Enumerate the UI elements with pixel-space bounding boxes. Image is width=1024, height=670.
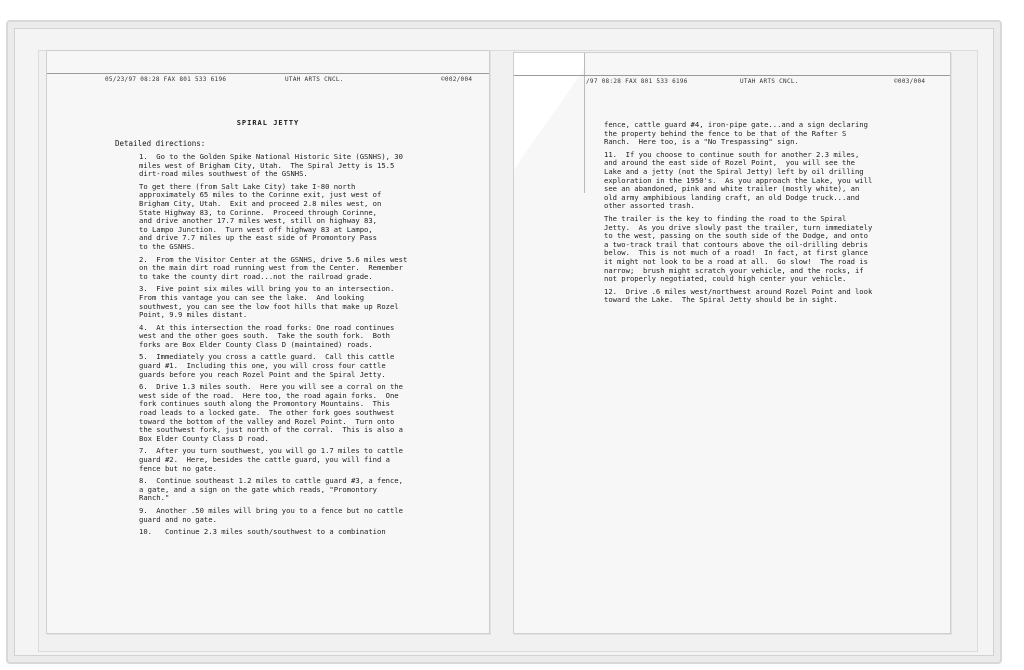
paragraph: 2. From the Visitor Center at the GSNHS, drive 5.6 miles west on the main dirt road running west from the Center. Remember to take the county dirt road...not the railroad grade. [139, 254, 408, 281]
fax-datetime: 05/23/97 08:28 FAX 801 533 6196 [105, 76, 227, 83]
fax-page-number: ©002/004 [441, 76, 473, 83]
paragraph: 6. Drive 1.3 miles south. Here you will see a corral on the west side of the road. Here too, the road again forks. One fork continues south along the Promontory Mountains. This road leads to a locked gate. The other fork goes southwest toward the bottom of the valley and Rozel Point. Turn onto the southwest fork, just north of the corral. This is also a Box Elder County Class D road. [139, 382, 403, 443]
fax-page-right [513, 52, 951, 634]
fax-sender: UTAH ARTS CNCL. [740, 78, 799, 85]
paragraph: 11. If you choose to continue south for another 2.3 miles, and around the east side of Rozel Point, you will see the Lake and a jetty (not the Spiral Jetty) left by oil drilling exploration in the 1950's. As you approach the Lake, you will see an abandoned, pink and white trailer (mostly white), an old army amphibious landing craft, an old Dodge truck...and other assorted trash. [604, 149, 873, 211]
document-title: SPIRAL JETTY [236, 119, 300, 127]
fax-header [47, 73, 489, 86]
paragraph: 12. Drive .6 miles west/northwest around Rozel Point and look toward the Lake. The Spiral Jetty should be in sight. [604, 286, 873, 305]
paragraph: fence, cattle guard #4, iron-pipe gate...and a sign declaring the property behind the fence to be that of the Rafter S Ranch. Here too, is a "No Trespassing" sign. [604, 120, 868, 147]
directions-text-left [139, 153, 484, 541]
fax-page-number: ©003/004 [894, 78, 926, 85]
paragraph: 10. Continue 2.3 miles south/southwest to a combination [139, 527, 386, 537]
paragraph: 4. At this intersection the road forks: One road continues west and the other goes south. Take the south fork. Both forks are Box Elder County Class D (maintained) roads. [139, 322, 395, 349]
paragraph: 1. Go to the Golden Spike National Historic Site (GSNHS), 30 miles west of Brigham City, Utah. The Spiral Jetty is 15.5 dirt-road miles southwest of the GSNHS. [139, 152, 403, 179]
paragraph: 9. Another .50 miles will bring you to a fence but no cattle guard and no gate. [139, 505, 403, 524]
paragraph: 8. Continue southeast 1.2 miles to cattle guard #3, a fence, a gate, and a sign on the gate which reads, "Promontory Ranch." [139, 476, 403, 503]
paragraph: The trailer is the key to finding the road to the Spiral Jetty. As you drive slowly past the trailer, turn immediately to the west, passing on the south side of the Dodge, and onto a two-track trail that contours above the oil-drilling debris below. This is not much of a road! In fact, at first glance it might not look to be a road at all. Go slow! The road is narrow; brush might scratch your vehicle, and the rocks, if not properly negotiated, could high center your vehicle. [604, 213, 873, 284]
fax-page-left [46, 50, 490, 634]
paragraph: 5. Immediately you cross a cattle guard. Call this cattle guard #1. Including this one, you will cross four cattle guards before you reach Rozel Point and the Spiral Jetty. [139, 352, 395, 379]
directions-text-right [604, 121, 944, 309]
fax-sender: UTAH ARTS CNCL. [285, 76, 344, 83]
section-heading: Detailed directions: [115, 139, 206, 148]
fax-datetime: /97 08:28 FAX 801 533 6196 [586, 78, 688, 85]
paragraph: To get there (from Salt Lake City) take I-80 north approximately 65 miles to the Corinne exit, just west of Brigham City, Utah. Exit and proceed 2.8 miles west, on State Highway 83, to Corinne. Proceed through Corinne, and drive another 17.7 miles west, still on highway 83, to Lampo Junction. Turn west off highway 83 at Lampo, and drive 7.7 miles up the east side of Promontory Pass to the GSNHS. [139, 181, 382, 251]
paragraph: 3. Five point six miles will bring you to an intersection. From this vantage you can see the lake. And looking southwest, you can see the low foot hills that make up Rozel Point, 9.9 miles distant. [139, 284, 399, 320]
folded-corner [514, 53, 585, 193]
paragraph: 7. After you turn southwest, you will go 1.7 miles to cattle guard #2. Here, besides the cattle guard, you will find a fence but no gate. [139, 446, 403, 473]
fax-header [514, 75, 950, 88]
